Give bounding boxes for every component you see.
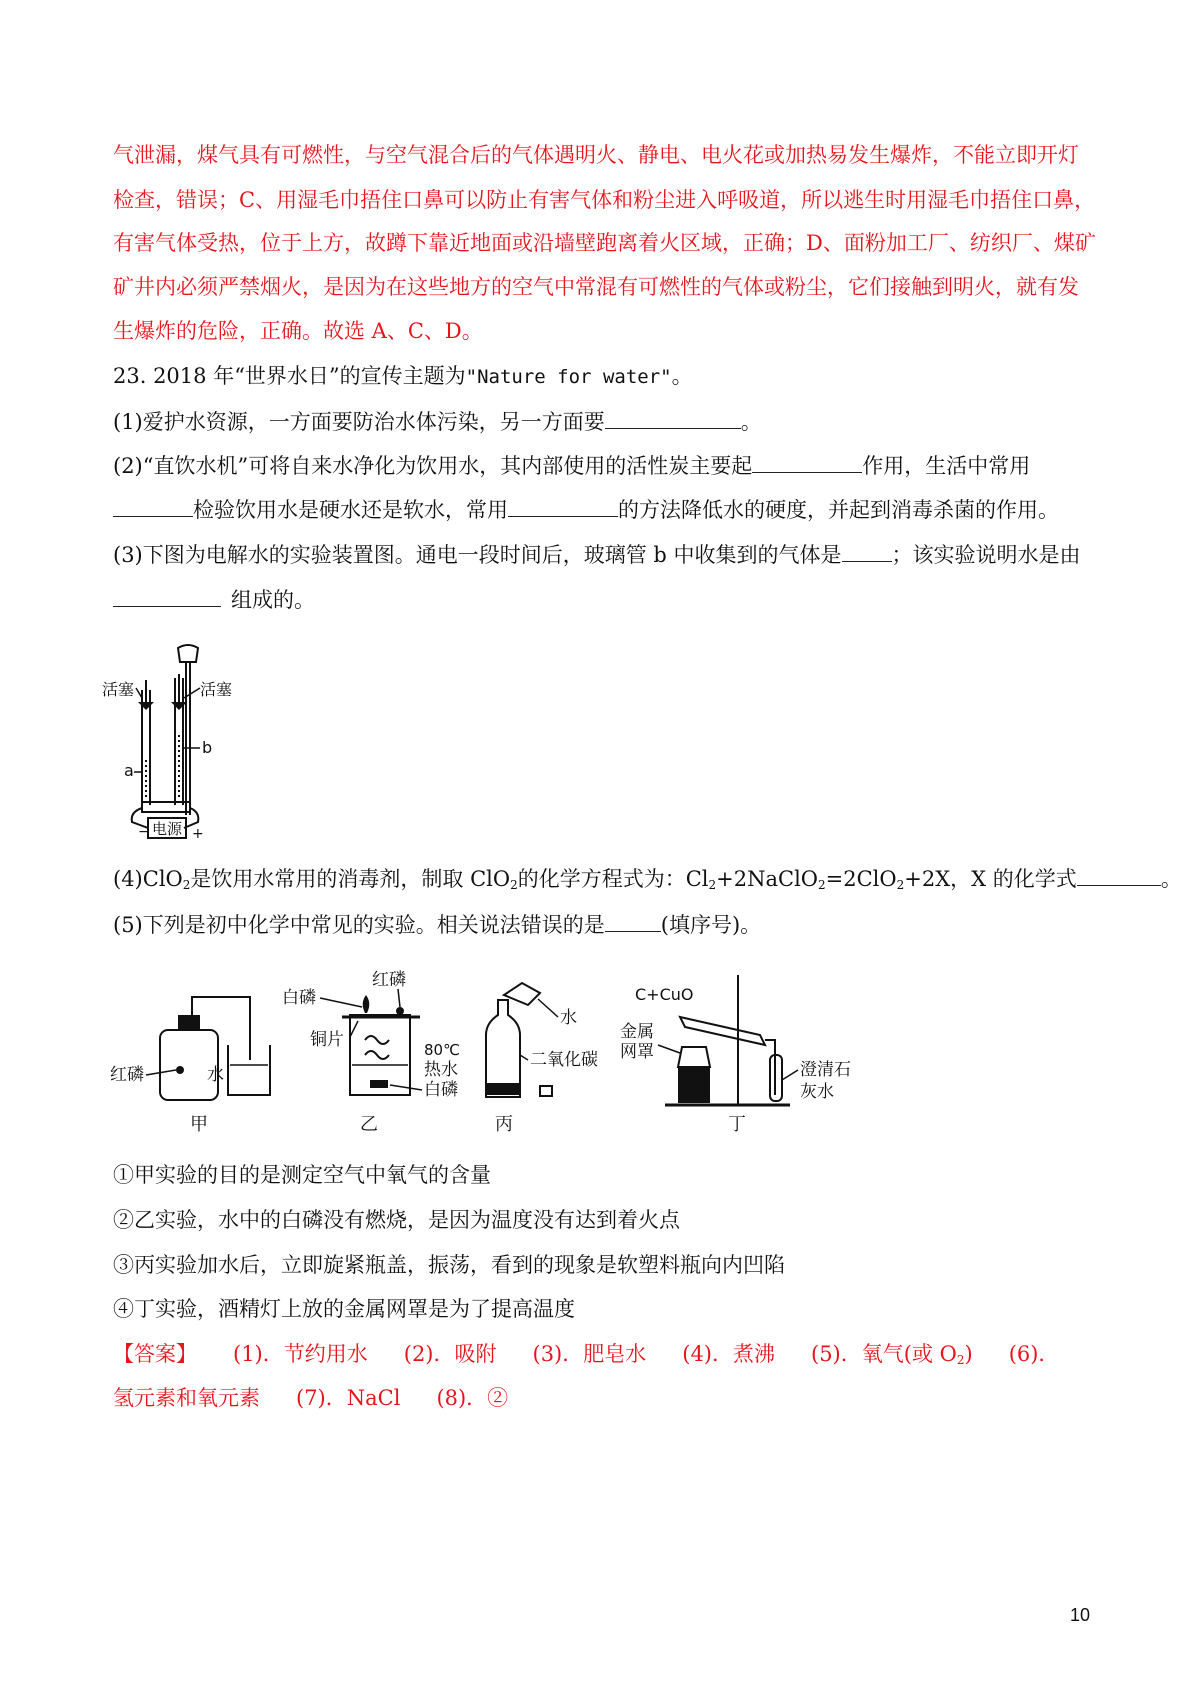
copper-sheet-label: 铜片 xyxy=(310,1030,344,1050)
hot-water-label: 热水 xyxy=(424,1060,458,1080)
metal-mesh-label-1: 金属 xyxy=(620,1022,654,1042)
analysis-line-4: 矿井内必须严禁烟火，是因为在这些地方的空气中常混有可燃性的气体或粉尘，它们接触到明火，就有发 xyxy=(113,275,1079,299)
label-yi: 乙 xyxy=(360,1114,378,1135)
answer-blank[interactable] xyxy=(605,911,661,932)
experiment-yi xyxy=(282,970,460,1135)
c-cuo-label: C+CuO xyxy=(635,985,694,1004)
label-jia: 甲 xyxy=(190,1114,208,1135)
white-phosphorus-label: 白磷 xyxy=(424,1080,458,1100)
left-valve-label: 活塞 xyxy=(102,680,135,699)
label-ding: 丁 xyxy=(728,1114,746,1135)
analysis-line-1: 气泄漏，煤气具有可燃性，与空气混合后的气体遇明火、静电、电火花或加热易发生爆炸，不能立即开灯 xyxy=(113,143,1079,167)
minus-sign: − xyxy=(138,824,150,840)
question-23-part1: (1)爱护水资源，一方面要防治水体污染，另一方面要 。 xyxy=(113,410,762,434)
question-23-part2-cont: 检验饮用水是硬水还是软水，常用 的方法降低水的硬度，并起到消毒杀菌的作用。 xyxy=(113,495,1103,525)
experiment-bing xyxy=(486,983,598,1135)
water-label-jia: 水 xyxy=(207,1065,224,1085)
answer-blank[interactable] xyxy=(605,408,741,429)
answer-blank[interactable] xyxy=(113,496,193,517)
question-23-part3: (3)下图为电解水的实验装置图。通电一段时间后，玻璃管 b 中收集到的气体是 ；该实验说明水是由 xyxy=(113,543,1081,567)
right-valve-label: 活塞 xyxy=(200,680,233,699)
answer-label: 【答案】 xyxy=(113,1342,197,1366)
experiment-ding xyxy=(620,975,851,1135)
co2-label: 二氧化碳 xyxy=(530,1050,598,1070)
option-2: ②乙实验，水中的白磷没有燃烧，是因为温度没有达到着火点 xyxy=(113,1208,680,1232)
answer-line-2: 氢元素和氧元素 (7)．NaCl (8)．② xyxy=(113,1386,509,1410)
question-23-part4: (4)ClO$_2$是饮用水常用的消毒剂，制取 ClO$_2$的化学方程式为：$Cl_2+2NaClO_2=2ClO_2+2X$，X 的化学式 。 xyxy=(113,867,1182,892)
option-1: ①甲实验的目的是测定空气中氧气的含量 xyxy=(113,1163,491,1187)
power-source-label: 电源 xyxy=(152,820,183,838)
red-phosphorus-label-jia: 红磷 xyxy=(110,1065,144,1085)
answer-blank[interactable] xyxy=(842,541,892,562)
label-bing: 丙 xyxy=(495,1114,513,1135)
experiments-figure xyxy=(110,955,880,1140)
page-number: 10 xyxy=(1070,1605,1091,1625)
analysis-line-2: 检查，错误；C、用湿毛巾捂住口鼻可以防止有害气体和粉尘进入呼吸道，所以逃生时用湿毛巾捂住口鼻， xyxy=(113,188,1096,212)
answer-blank[interactable] xyxy=(508,496,618,517)
analysis-line-3: 有害气体受热，位于上方，故蹲下靠近地面或沿墙壁跑离着火区域，正确；D、面粉加工厂、纺织厂、煤矿 xyxy=(113,231,1096,255)
option-3: ③丙实验加水后，立即旋紧瓶盖，振荡，看到的现象是软塑料瓶向内凹陷 xyxy=(113,1253,785,1277)
limewater-label-2: 灰水 xyxy=(800,1082,834,1102)
option-4: ④丁实验，酒精灯上放的金属网罩是为了提高温度 xyxy=(113,1297,575,1321)
question-23-part3-cont: 组成的。 xyxy=(113,585,1103,615)
plus-sign: + xyxy=(192,826,204,840)
limewater-label-1: 澄清石 xyxy=(800,1060,851,1080)
red-phosphorus-label-yi: 红磷 xyxy=(372,970,406,990)
electrolysis-apparatus-figure xyxy=(100,640,260,840)
answer-blank[interactable] xyxy=(1077,865,1161,886)
analysis-line-5: 生爆炸的危险，正确。故选 A、C、D。 xyxy=(113,319,483,343)
answer-blank[interactable] xyxy=(752,452,862,473)
question-23-part5: (5)下列是初中化学中常见的实验。相关说法错误的是 (填序号)。 xyxy=(113,913,762,937)
answer-blank[interactable] xyxy=(113,586,221,607)
question-23-stem: 23. 2018 年“世界水日”的宣传主题为"Nature for water"。 xyxy=(113,364,693,388)
metal-mesh-label-2: 网罩 xyxy=(620,1042,654,1062)
temperature-label: 80℃ xyxy=(424,1041,460,1059)
white-phosphorus-label-top: 白磷 xyxy=(282,988,316,1008)
tube-b-label: b xyxy=(202,738,213,757)
experiment-jia xyxy=(110,997,270,1135)
question-23-part2: (2)“直饮水机”可将自来水净化为饮用水，其内部使用的活性炭主要起 作用，生活中常用 xyxy=(113,454,1031,478)
answer-line-1: 【答案】 (1)．节约用水 (2)．吸附 (3)．肥皂水 (4)．煮沸 (5)．氧气(或 $O_2$) (6)． xyxy=(113,1342,1060,1367)
tube-a-label: a xyxy=(124,761,134,780)
water-label-bing: 水 xyxy=(560,1008,577,1028)
